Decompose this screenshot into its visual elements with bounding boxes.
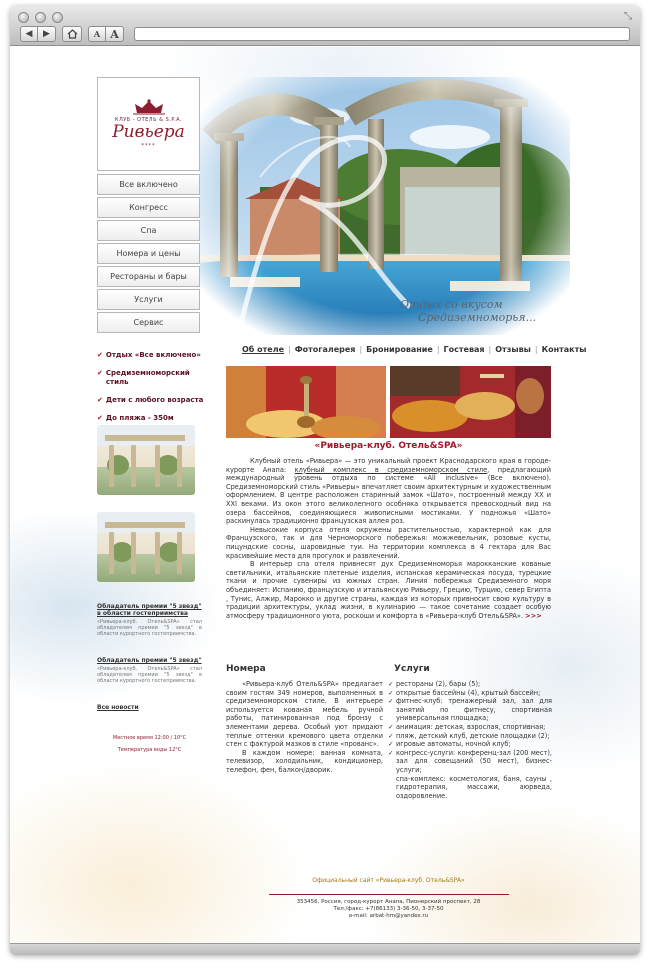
- footer-email[interactable]: e-mail: arbat-hm@yandex.ru: [348, 913, 429, 919]
- check-icon: ✔: [97, 414, 103, 422]
- logo-subtitle: КЛУБ - ОТЕЛЬ & S.P.A.: [114, 117, 183, 123]
- check-icon: ✓: [388, 697, 394, 706]
- list-item: ✓ рестораны (2), бары (5);: [388, 680, 481, 688]
- back-button[interactable]: [20, 26, 38, 42]
- news-item: [97, 657, 202, 684]
- check-icon: ✓: [388, 748, 394, 757]
- menu-item-spa[interactable]: Спа: [97, 220, 200, 241]
- hotel-logo[interactable]: [97, 77, 200, 171]
- tab-reviews[interactable]: Отзывы: [495, 345, 531, 354]
- arrow-right-icon: ▶: [43, 29, 50, 39]
- rooms-description: «Ривьера-клуб Отель&SPA» предлагает своим гостям 349 номеров, выполненных в средиземноморском стиле. В интерьере используется кованая мебель ручной работы, патинированная под бронзу с элементами дерева. Особый уют придают теплые оттенки кремового цвета отделки стен с фактурой мазков в стиле «прованс». В каждом номере: ванная комната, телевизор, холодильник, кондиционер, телефон, фен, балкон/дворик.: [226, 680, 383, 774]
- footer-divider: [269, 894, 509, 895]
- check-icon: ✓: [388, 740, 394, 749]
- web-page: [10, 47, 640, 943]
- list-item: ✓ конгресс-услуги: конференц-зал (200 мест), зал для совещаний (50 мест), бизнес-услуги;: [388, 748, 552, 774]
- tab-guestbook[interactable]: Гостевая: [443, 345, 485, 354]
- main-menu: [97, 174, 200, 335]
- check-icon: ✔: [97, 369, 103, 377]
- status-bar: [10, 943, 640, 955]
- check-icon: ✓: [388, 680, 394, 688]
- menu-item-restaurants-bars[interactable]: Рестораны и бары: [97, 266, 200, 287]
- logo-stars: ****: [141, 143, 156, 149]
- rooms-heading: Номера: [226, 664, 266, 674]
- home-button[interactable]: [62, 26, 82, 42]
- check-icon: ✓: [388, 722, 394, 731]
- list-item: спа-комплекс: косметология, баня, сауны , гидротерапия, массажи, аюрведа, оздоровление.: [396, 774, 552, 800]
- hero-image: [200, 77, 570, 335]
- news-text: «Ривьера-клуб. Отель&SPA» стал обладателем премии "5 звезд" в области курортного гостеприимства.: [97, 619, 202, 637]
- tab-photo-gallery[interactable]: Фотогалерея: [294, 345, 356, 354]
- feature-list: [97, 351, 207, 432]
- check-icon: ✓: [388, 731, 394, 740]
- browser-window: [10, 6, 640, 955]
- check-icon: ✔: [97, 351, 103, 359]
- colonnade-photo[interactable]: [97, 425, 195, 495]
- tab-booking[interactable]: Бронирование: [366, 345, 433, 354]
- footer-site-name: Официальный сайт «Ривьера-клуб. Отель&SPA»: [312, 877, 465, 884]
- decrease-font-button[interactable]: A: [88, 26, 106, 42]
- list-item: ✓ анимация: детская, взрослая, спортивная;: [388, 722, 546, 731]
- menu-item-rooms-prices[interactable]: Номера и цены: [97, 243, 200, 264]
- feature-item[interactable]: ✔ Отдых «Все включено»: [97, 351, 201, 359]
- list-item: ✓ игровые автоматы, ночной клуб;: [388, 740, 511, 749]
- nav-controls: [20, 26, 124, 42]
- increase-font-button[interactable]: A: [106, 26, 124, 42]
- paragraph: Невысокие корпуса отеля окружены растительностью, характерной как для Французского, так и для Черноморского побережья: можжевельник, розовые кусты, пицундские сосны, шаровидные туи. На территории комплекса в 4 гектара для Вас красивейшие места для прогулок и развлечений.: [226, 525, 551, 560]
- footer-address: 353456, Россия, город-курорт Анапа, Пионерский проспект, 28: [296, 899, 481, 905]
- hero-slogan: Отдых со вкусом Средиземноморья...: [400, 298, 537, 324]
- check-icon: ✓: [388, 688, 394, 697]
- content-title: «Ривьера-клуб. Отель&SPA»: [314, 441, 463, 451]
- home-icon: [67, 29, 78, 39]
- list-item: ✓ фитнес-клуб: тренажерный зал, зал для занятий по фитнесу, спортивная универсальная площадка;: [388, 697, 552, 723]
- tab-contacts[interactable]: Контакты: [541, 345, 587, 354]
- address-bar[interactable]: [134, 27, 630, 41]
- window-controls: [18, 12, 63, 23]
- crown-icon: [129, 99, 169, 115]
- spa-interior-photo[interactable]: [226, 366, 386, 438]
- close-window-button[interactable]: [18, 12, 29, 23]
- news-title[interactable]: Обладатель премии "5 звезд": [97, 657, 202, 664]
- menu-item-all-inclusive[interactable]: Все включено: [97, 174, 200, 195]
- check-icon: ✔: [97, 396, 103, 404]
- read-more-link[interactable]: >>>: [525, 611, 542, 620]
- all-news-link[interactable]: Все новости: [97, 704, 139, 711]
- page-footer: [226, 877, 551, 920]
- logo-name: Ривьера: [112, 122, 185, 142]
- tab-about-hotel[interactable]: Об отеле: [242, 345, 285, 354]
- menu-item-service[interactable]: Сервис: [97, 312, 200, 333]
- hotel-description: Клубный отель «Ривьера» — это уникальный проект Краснодарского края в городе-курорте Анапа: клубный комплекс в средиземноморском стиле, предлагающий международный уровень отдыха по системе «All inclusive» (Все включено). Средиземноморский стиль «Ривьеры» впечатляет своим архитектурным и художественным оформлением. В центре расположен старинный замок «Шато», построенный между XX и XXI веками. Из окон этого великолепного особняка открывается превосходный вид на озера бассейнов, соединяющиеся живописными мостиками. У подножья «Шато» раскинулась традиционно французская аллея роз. Невысокие корпуса отеля окружены растительностью, характерной как для Французского, так и для Черноморского побережья: можжевельник, розовые кусты, пицундские сосны, шаровидные туи. На территории комплекса в 4 гектара для Вас красивейшие места для прогулок и развлечений. В интерьер спа отеля привнесят дух Средиземноморья марокканские кованые светильники, итальянские плетеные изделия, испанская керамическая посуда, турецкие ткани и прочие сувениры из южных стран. Линия побережья Средиземного моря объединяет: Испанию, французскую и итальянскую Ривьеру, Грецию, Турцию, север Египта , Тунис, Алжир, Марокко и другие страны, каждая из которых привносит свою культуру в традиции архитектуры, уклад жизни, в кулинарию — такое сочетание создает особую атмосферу традиционного уюта, роскоши и комфорта в «Ривьера-клуб Отель&SPA». >>>: [226, 457, 551, 620]
- local-time: Местное время 12:00 / 10°C: [112, 735, 187, 741]
- lounge-interior-photo[interactable]: [390, 366, 551, 438]
- minimize-window-button[interactable]: [35, 12, 46, 23]
- forward-button[interactable]: [38, 26, 56, 42]
- complex-style-link[interactable]: клубный комплекс в средиземноморском стиле: [294, 465, 488, 474]
- colonnade-photo[interactable]: [97, 512, 195, 582]
- menu-item-congress[interactable]: Конгресс: [97, 197, 200, 218]
- feature-item[interactable]: ✔ Средиземноморский стиль: [97, 369, 190, 386]
- top-navigation: Об отеле | Фотогалерея | Бронирование | Гостевая | Отзывы | Контакты: [238, 345, 590, 354]
- zoom-window-button[interactable]: [52, 12, 63, 23]
- browser-toolbar: [10, 6, 640, 46]
- news-text: «Ривьера-клуб. Отель&SPA» стал обладателем премии "5 звезд" в области курортного гостеприимства.: [97, 666, 202, 684]
- feature-item[interactable]: ✔ До пляжа - 350м: [97, 414, 174, 422]
- services-list: [388, 680, 552, 800]
- news-item: [97, 603, 202, 637]
- arrow-left-icon: ◀: [25, 29, 33, 39]
- list-item: ✓ открытые бассейны (4), крытый бассейн;: [388, 688, 541, 697]
- feature-item[interactable]: ✔ Дети с любого возраста: [97, 396, 204, 404]
- menu-item-services[interactable]: Услуги: [97, 289, 200, 310]
- water-temperature: Температура воды 12°C: [117, 747, 182, 753]
- footer-phone: Тел./факс: +7(86133) 3-36-50, 3-37-50: [333, 906, 444, 912]
- services-heading: Услуги: [394, 664, 430, 674]
- fullscreen-icon[interactable]: ⤡: [624, 11, 632, 22]
- news-title[interactable]: Обладатель премии "5 звезд" в области гостеприимства: [97, 603, 202, 617]
- list-item: ✓ пляж, детский клуб, детские площадки (2);: [388, 731, 550, 740]
